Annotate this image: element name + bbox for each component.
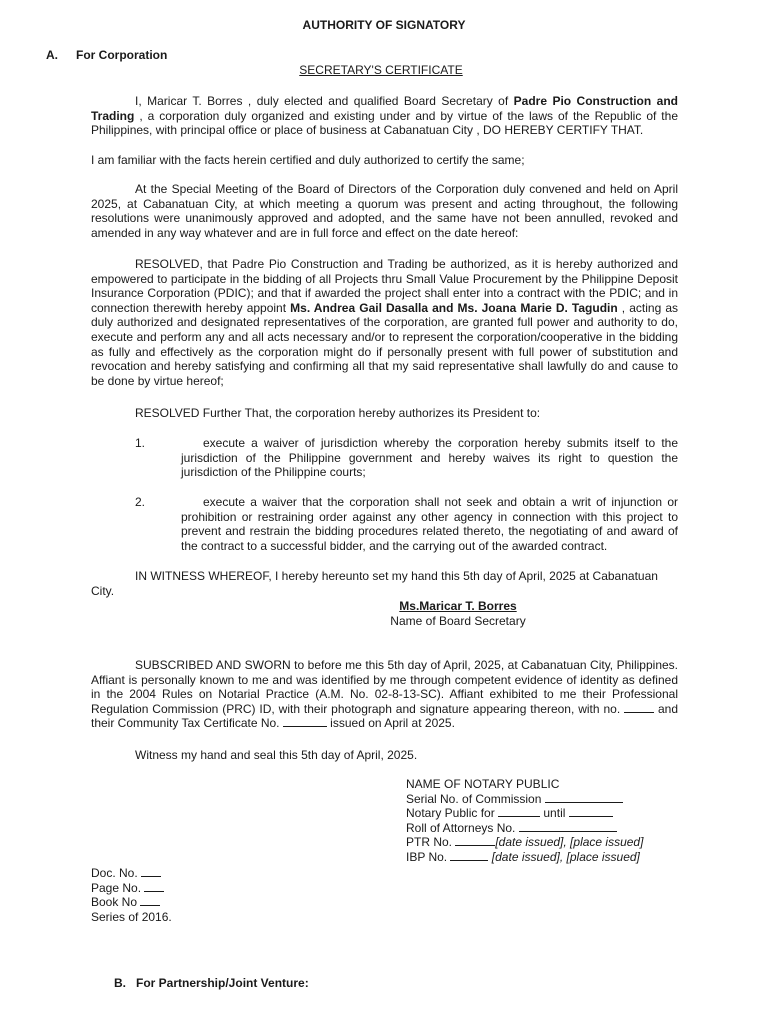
sworn-text-b: and their Community Tax Certificate No.: [91, 701, 678, 731]
paragraph-meeting: At the Special Meeting of the Board of Directors of the Corporation duly convened and held on April 2025, at Cabanatuan City, at which meeting a quorum was present and acting throughout, the following resolutions were unanimously approved and adopted, and the same have not been annulled, revoked and amended in any way whatever and are in full force and effect on the date hereof:: [91, 182, 678, 240]
notary-roll-label: Roll of Attorneys No.: [406, 820, 519, 835]
list-item-2-number: 2.: [135, 495, 146, 509]
notary-public-for-line: [406, 806, 706, 821]
representative-names: Ms. Andrea Gail Dasalla and Ms. Joana Marie D. Tagudin: [290, 300, 618, 315]
certificate-title: SECRETARY'S CERTIFICATE: [299, 63, 463, 77]
notary-block: [406, 777, 706, 865]
paragraph-resolved-further: RESOLVED Further That, the corporation hereby authorizes its President to:: [135, 406, 541, 420]
section-b-label: For Partnership/Joint Venture:: [136, 976, 309, 990]
list-item-2-text: execute a waiver that the corporation shall not seek and obtain a writ of injunction or prohibition or restraining order against any other agency in connection with this project to prevent and restrain the bidding procedures related thereto, the negotiating of and award of the contract to a successful bidder, and the carrying out of the awarded contract.: [181, 495, 678, 553]
notary-serial-label: Serial No. of Commission: [406, 791, 545, 806]
page-no-blank: [144, 881, 164, 892]
page-no-label: Page No.: [91, 880, 145, 895]
company-name: Padre Pio Construction and Trading: [91, 94, 678, 123]
paragraph-familiar: I am familiar with the facts herein certified and duly authorized to certify the same;: [91, 153, 525, 167]
ibp-blank: [450, 850, 488, 861]
list-item-1-number: 1.: [135, 436, 146, 450]
book-no-line: [91, 895, 291, 910]
doc-no-label: Doc. No.: [91, 866, 142, 880]
doc-block: [91, 866, 291, 924]
notary-ptr-line: [406, 835, 706, 850]
until-blank: [569, 806, 613, 817]
notary-until-label: until: [540, 806, 569, 821]
witness-line-2: City.: [91, 584, 115, 598]
ctc-number-blank: [283, 716, 327, 727]
ptr-note: [date issued], [place issued]: [495, 835, 644, 850]
paragraph-certify: [91, 94, 678, 138]
para4-text-b: , acting as duly authorized and designated representatives of the corporation, are granted full power and authority to do, execute and perform any and all acts necessary and/or to represent the corporation/cooperative in the bidding as fully and effectively as the corporation might do if personally present with full power of substitution and revocation and hereby satisfying and confirming all that my said representative shall lawfully do and cause to be done by virtue hereof;: [91, 300, 678, 388]
section-a-letter: A.: [46, 48, 58, 62]
notary-public-for-label: Notary Public for: [406, 806, 499, 821]
page-no-line: [91, 881, 291, 896]
section-b-letter: B.: [114, 976, 126, 990]
doc-no-line: [91, 866, 291, 881]
para1-text-b: , a corporation duly organized and existing under and by virtue of the laws of the Republic of the Philippines, with principal office or place of business at Cabanatuan City , DO HEREBY CERTIFY THAT.: [91, 108, 678, 138]
notary-ibp-line: [406, 850, 706, 865]
notary-name: NAME OF NOTARY PUBLIC: [406, 777, 560, 791]
section-a-label: For Corporation: [76, 48, 168, 62]
notary-roll-line: [406, 821, 706, 836]
series-line: Series of 2016.: [91, 909, 172, 924]
prc-id-blank: [624, 702, 654, 713]
roll-blank: [519, 821, 617, 832]
ibp-note: [date issued], [place issued]: [488, 849, 640, 864]
signatory-name: Ms.Maricar T. Borres: [399, 599, 517, 613]
document-title: AUTHORITY OF SIGNATORY: [302, 18, 466, 32]
serial-blank: [545, 792, 623, 803]
sworn-text-a: SUBSCRIBED AND SWORN to before me this 5th day of April, 2025, at Cabanatuan City, Philippines. Affiant is personally known to me and was identified by me through competent evidence of identity as defined in the 2004 Rules on Notarial Practice (A.M. No. 02-8-13-SC). Affiant exhibited to me their Professional Regulation Commission (PRC) ID, with their photograph and signature appearing thereon, with no.: [91, 658, 678, 716]
witness-line-1: IN WITNESS WHEREOF, I hereby hereunto set my hand this 5th day of April, 2025 at Cabanatuan: [135, 569, 658, 583]
book-no-blank: [140, 895, 160, 906]
paragraph-resolved: [91, 257, 678, 388]
public-for-blank: [498, 806, 540, 817]
ptr-blank: [455, 835, 495, 846]
doc-no-blank: [141, 866, 161, 877]
list-item-1-text: execute a waiver of jurisdiction whereby the corporation hereby submits itself to the jurisdiction of the Philippine government and hereby waives its right to question the jurisdiction of the Philippine courts;: [181, 436, 678, 480]
para1-text-a: I, Maricar T. Borres , duly elected and qualified Board Secretary of: [135, 94, 514, 108]
notary-ibp-label: IBP No.: [406, 849, 451, 864]
notary-ptr-label: PTR No.: [406, 835, 456, 850]
book-no-label: Book No: [91, 895, 141, 910]
sworn-text-c: issued on April at 2025.: [326, 716, 455, 731]
signatory-role: Name of Board Secretary: [390, 614, 526, 628]
paragraph-sworn: [91, 658, 678, 731]
notary-serial-line: [406, 792, 706, 807]
para4-text-a: RESOLVED, that Padre Pio Construction and Trading be authorized, as it is hereby authorized and empowered to participate in the bidding of all Projects thru Small Value Procurement by the Philippine Deposit Insurance Corporation (PDIC); and that if awarded the project shall enter into a contract with the PDIC; and in connection therewith hereby appoint: [91, 257, 678, 315]
witness-seal-line: Witness my hand and seal this 5th day of April, 2025.: [135, 748, 418, 762]
